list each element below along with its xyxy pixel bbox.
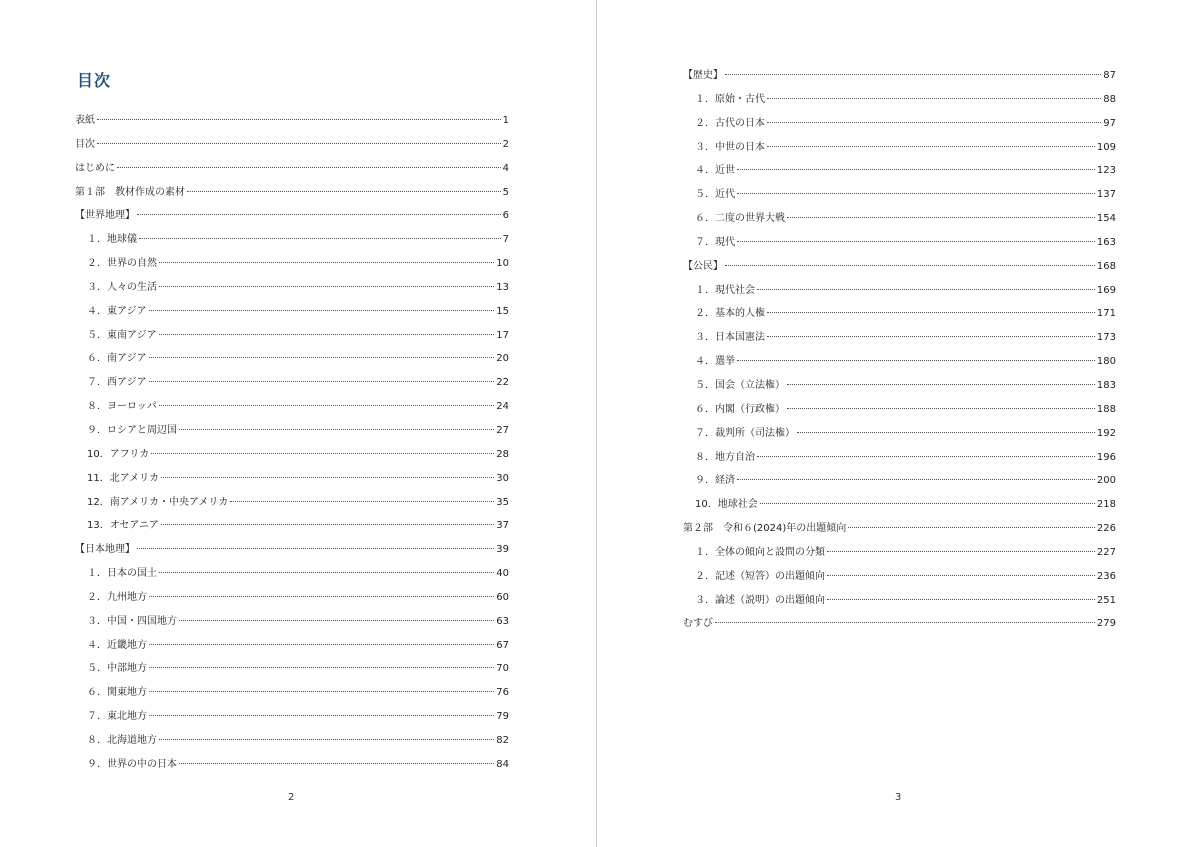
toc-entry-page: 236 (1096, 570, 1116, 582)
toc-entry[interactable] (75, 204, 509, 228)
toc-entry-label: 11．北アメリカ (87, 472, 160, 484)
toc-entry[interactable] (75, 133, 509, 157)
toc-dot-leader (797, 432, 1095, 433)
toc-entry-page: 87 (1103, 70, 1116, 81)
toc-entry-page: 30 (496, 472, 509, 484)
toc-entry-page: 173 (1096, 332, 1116, 344)
toc-entry-label: 13．オセアニア (87, 520, 159, 532)
toc-entry-label: ９．世界の中の日本 (87, 758, 177, 770)
toc-entry-page: 63 (496, 615, 509, 627)
toc-entry-label: ５．東南アジア (87, 329, 157, 341)
toc-entry-label: 目次 (75, 138, 95, 150)
toc-entry-label: ３．中世の日本 (695, 141, 765, 153)
toc-entry[interactable] (75, 705, 509, 729)
toc-entry-label: ３．日本国憲法 (695, 332, 765, 344)
toc-dot-leader (767, 146, 1095, 147)
toc-title: 目次 (77, 71, 112, 90)
toc-entry[interactable] (75, 157, 509, 181)
toc-entry-page: 15 (496, 305, 509, 317)
left-page-number: 2 (288, 792, 295, 803)
toc-entry-page: 169 (1096, 284, 1116, 296)
toc-dot-leader (149, 644, 494, 645)
toc-entry[interactable] (75, 181, 509, 205)
toc-entry-page: 82 (496, 734, 509, 746)
toc-entry-label: ３．論述（説明）の出題傾向 (695, 594, 825, 606)
toc-entry-label: 12．南アメリカ・中央アメリカ (87, 496, 229, 508)
toc-entry[interactable] (683, 279, 1116, 303)
toc-entry-page: 6 (502, 210, 509, 222)
toc-entry[interactable] (75, 300, 509, 324)
toc-dot-leader (848, 527, 1095, 528)
toc-dot-leader (159, 739, 494, 740)
toc-entry[interactable] (75, 324, 509, 348)
toc-entry[interactable] (683, 302, 1116, 326)
toc-entry-page: 188 (1096, 403, 1116, 415)
toc-entry[interactable] (75, 753, 509, 777)
toc-entry-page: 17 (496, 329, 509, 341)
toc-entry[interactable] (683, 350, 1116, 374)
toc-entry-page: 154 (1096, 213, 1116, 225)
toc-dot-leader (737, 479, 1095, 480)
toc-dot-leader (179, 429, 494, 430)
toc-entry[interactable] (75, 228, 509, 252)
toc-dot-leader (787, 217, 1095, 218)
toc-entry-page: 137 (1096, 189, 1116, 201)
toc-dot-leader (230, 501, 494, 502)
toc-entry[interactable] (683, 159, 1116, 183)
toc-entry-page: 200 (1096, 475, 1116, 487)
toc-entry[interactable] (75, 443, 509, 467)
toc-entry-label: ７．東北地方 (87, 711, 147, 723)
toc-entry-page: 97 (1103, 117, 1116, 129)
toc-dot-leader (159, 572, 494, 573)
toc-entry-page: 20 (496, 353, 509, 365)
toc-entry[interactable] (683, 398, 1116, 422)
toc-entry-label: ６．関東地方 (87, 687, 147, 699)
toc-entry[interactable] (75, 276, 509, 300)
toc-entry-page: 39 (496, 544, 509, 556)
toc-dot-leader (187, 191, 501, 192)
toc-entry-label: ４．東アジア (87, 305, 147, 317)
toc-entry[interactable] (683, 207, 1116, 231)
toc-entry-label: 【歴史】 (683, 70, 723, 81)
toc-entry-page: 28 (496, 448, 509, 460)
toc-dot-leader (787, 384, 1095, 385)
toc-entry-label: ５．国会（立法権） (695, 379, 785, 391)
toc-entry-label: ５．近代 (695, 189, 735, 201)
toc-dot-leader (827, 551, 1095, 552)
toc-entry-label: ２．基本的人権 (695, 308, 765, 320)
toc-entry-page: 76 (496, 687, 509, 699)
toc-entry[interactable] (683, 517, 1116, 541)
toc-entry-label: 第２部 令和６(2024)年の出題傾向 (683, 523, 847, 535)
toc-entry-label: はじめに (75, 162, 115, 174)
toc-dot-leader (137, 548, 494, 549)
toc-entry-page: 192 (1096, 427, 1116, 439)
toc-entry[interactable] (683, 589, 1116, 613)
toc-entry-page: 171 (1096, 308, 1116, 320)
toc-entry-page: 88 (1103, 93, 1116, 105)
toc-entry-page: 24 (496, 401, 509, 413)
toc-entry[interactable] (75, 610, 509, 634)
toc-dot-leader (767, 122, 1101, 123)
toc-entry-label: ４．近世 (695, 165, 735, 177)
toc-entry-page: 7 (502, 234, 509, 246)
toc-dot-leader (757, 289, 1095, 290)
toc-dot-leader (737, 241, 1095, 242)
toc-entry-label: 【公民】 (683, 260, 723, 272)
toc-entry-label: ７．現代 (695, 236, 735, 248)
toc-entry-page: 109 (1096, 141, 1116, 153)
toc-entry-label: むすび (683, 618, 713, 630)
toc-entry-page: 67 (496, 639, 509, 651)
toc-entry-page: 251 (1096, 594, 1116, 606)
toc-dot-leader (767, 312, 1095, 313)
toc-entry-page: 5 (502, 186, 509, 198)
toc-entry[interactable] (683, 231, 1116, 255)
toc-entry-page: 13 (496, 281, 509, 293)
toc-entry[interactable] (75, 419, 509, 443)
toc-entry[interactable] (683, 112, 1116, 136)
toc-entry-page: 27 (496, 424, 509, 436)
toc-entry-label: ４．選挙 (695, 356, 735, 368)
toc-entry[interactable] (683, 422, 1116, 446)
toc-entry-page: 218 (1096, 499, 1116, 511)
toc-dot-leader (149, 691, 494, 692)
toc-entry-page: 10 (496, 258, 509, 270)
toc-entry-label: 第１部 教材作成の素材 (75, 186, 185, 198)
toc-entry-label: ８．ヨーロッパ (87, 401, 157, 413)
toc-entry-label: ９．ロシアと周辺国 (87, 424, 177, 436)
toc-dot-leader (117, 167, 501, 168)
toc-entry-label: １．日本の国土 (87, 568, 157, 580)
toc-entry-page: 40 (496, 568, 509, 580)
toc-dot-leader (161, 477, 494, 478)
toc-dot-leader (151, 453, 494, 454)
toc-dot-leader (137, 214, 501, 215)
toc-dot-leader (159, 262, 494, 263)
toc-entry[interactable] (75, 634, 509, 658)
toc-entry-page: 22 (496, 377, 509, 389)
toc-entry-label: 表紙 (75, 115, 95, 126)
toc-dot-leader (757, 456, 1095, 457)
toc-entry[interactable] (75, 467, 509, 491)
toc-entry[interactable] (75, 395, 509, 419)
toc-entry-label: 【日本地理】 (75, 544, 135, 556)
toc-entry-page: 279 (1096, 618, 1116, 630)
toc-dot-leader (97, 119, 501, 120)
toc-dot-leader (159, 286, 494, 287)
toc-entry-label: ２．世界の自然 (87, 258, 157, 270)
toc-entry[interactable] (75, 491, 509, 515)
toc-entry-label: ６．南アジア (87, 353, 147, 365)
toc-entry-label: ９．経済 (695, 475, 735, 487)
toc-entry-label: ７．西アジア (87, 377, 147, 389)
toc-entry-label: ４．近畿地方 (87, 639, 147, 651)
toc-dot-leader (159, 334, 495, 335)
toc-entry-page: 70 (496, 663, 509, 675)
toc-entry-label: 10．アフリカ (87, 448, 150, 460)
toc-entry[interactable] (75, 538, 509, 562)
toc-entry[interactable] (75, 347, 509, 371)
toc-entry[interactable] (683, 565, 1116, 589)
toc-entry-page: 2 (502, 138, 509, 150)
toc-dot-leader (149, 715, 494, 716)
toc-dot-leader (827, 575, 1095, 576)
toc-dot-leader (149, 667, 494, 668)
toc-dot-leader (139, 238, 501, 239)
toc-entry[interactable] (683, 374, 1116, 398)
toc-entry-label: ８．北海道地方 (87, 734, 157, 746)
toc-dot-leader (179, 763, 494, 764)
toc-entry-label: 10．地球社会 (695, 499, 758, 511)
toc-entry-page: 4 (502, 162, 509, 174)
toc-dot-leader (787, 408, 1095, 409)
toc-entry-label: ３．中国・四国地方 (87, 615, 177, 627)
toc-entry-label: ８．地方自治 (695, 451, 755, 463)
toc-entry[interactable] (683, 493, 1116, 517)
toc-entry[interactable] (683, 446, 1116, 470)
toc-dot-leader (149, 381, 495, 382)
toc-entry-label: １．全体の傾向と設問の分類 (695, 546, 825, 558)
toc-entry-page: 1 (502, 115, 509, 126)
toc-entry-label: ５．中部地方 (87, 663, 147, 675)
toc-dot-leader (725, 74, 1101, 75)
toc-entry-page: 37 (496, 520, 509, 532)
toc-entry[interactable] (75, 514, 509, 538)
toc-entry-page: 168 (1096, 260, 1116, 272)
toc-entry-label: １．原始・古代 (695, 93, 765, 105)
toc-entry-page: 227 (1096, 546, 1116, 558)
toc-entry-label: ２．九州地方 (87, 591, 147, 603)
toc-entry[interactable] (75, 657, 509, 681)
toc-entry[interactable] (683, 469, 1116, 493)
toc-dot-leader (179, 620, 494, 621)
toc-entry-label: ６．内閣（行政権） (695, 403, 785, 415)
toc-dot-leader (767, 336, 1095, 337)
toc-entry[interactable] (683, 541, 1116, 565)
toc-dot-leader (827, 599, 1095, 600)
toc-entry[interactable] (75, 562, 509, 586)
toc-entry[interactable] (683, 255, 1116, 279)
toc-entry-page: 84 (496, 758, 509, 770)
toc-entry-label: ２．記述（短答）の出題傾向 (695, 570, 825, 582)
toc-entry[interactable] (683, 612, 1116, 636)
toc-entry-page: 123 (1096, 165, 1116, 177)
toc-entry[interactable] (75, 252, 509, 276)
right-page-number: 3 (895, 792, 902, 803)
toc-dot-leader (97, 143, 501, 144)
toc-entry-label: ２．古代の日本 (695, 117, 765, 129)
toc-entry-page: 79 (496, 711, 509, 723)
toc-entry-label: ３．人々の生活 (87, 281, 157, 293)
left-toc-list (75, 109, 509, 777)
toc-entry[interactable] (683, 183, 1116, 207)
toc-entry[interactable] (683, 64, 1116, 88)
right-page (597, 0, 1197, 847)
toc-dot-leader (760, 503, 1095, 504)
toc-entry-label: １．地球儀 (87, 234, 137, 246)
toc-entry[interactable] (75, 586, 509, 610)
toc-entry-page: 196 (1096, 451, 1116, 463)
toc-entry[interactable] (75, 729, 509, 753)
toc-dot-leader (149, 357, 495, 358)
toc-entry-page: 183 (1096, 379, 1116, 391)
toc-entry-page: 35 (496, 496, 509, 508)
right-toc-list (683, 64, 1116, 636)
toc-dot-leader (715, 622, 1095, 623)
toc-dot-leader (737, 360, 1095, 361)
toc-entry-label: ６．二度の世界大戦 (695, 213, 785, 225)
toc-dot-leader (767, 98, 1101, 99)
toc-dot-leader (149, 596, 494, 597)
toc-entry[interactable] (683, 326, 1116, 350)
toc-dot-leader (737, 193, 1095, 194)
toc-entry-label: 【世界地理】 (75, 210, 135, 222)
toc-entry-label: ７．裁判所（司法権） (695, 427, 795, 439)
left-page (0, 0, 596, 847)
toc-entry-page: 226 (1096, 523, 1116, 535)
toc-dot-leader (725, 265, 1095, 266)
toc-entry-page: 60 (496, 591, 509, 603)
toc-dot-leader (159, 405, 494, 406)
toc-dot-leader (161, 524, 494, 525)
toc-entry[interactable] (683, 136, 1116, 160)
toc-entry[interactable] (75, 371, 509, 395)
toc-entry-page: 180 (1096, 356, 1116, 368)
toc-entry[interactable] (683, 88, 1116, 112)
toc-entry[interactable] (75, 681, 509, 705)
toc-dot-leader (737, 169, 1095, 170)
toc-dot-leader (149, 310, 495, 311)
toc-entry[interactable] (75, 109, 509, 133)
toc-entry-page: 163 (1096, 236, 1116, 248)
toc-entry-label: １．現代社会 (695, 284, 755, 296)
